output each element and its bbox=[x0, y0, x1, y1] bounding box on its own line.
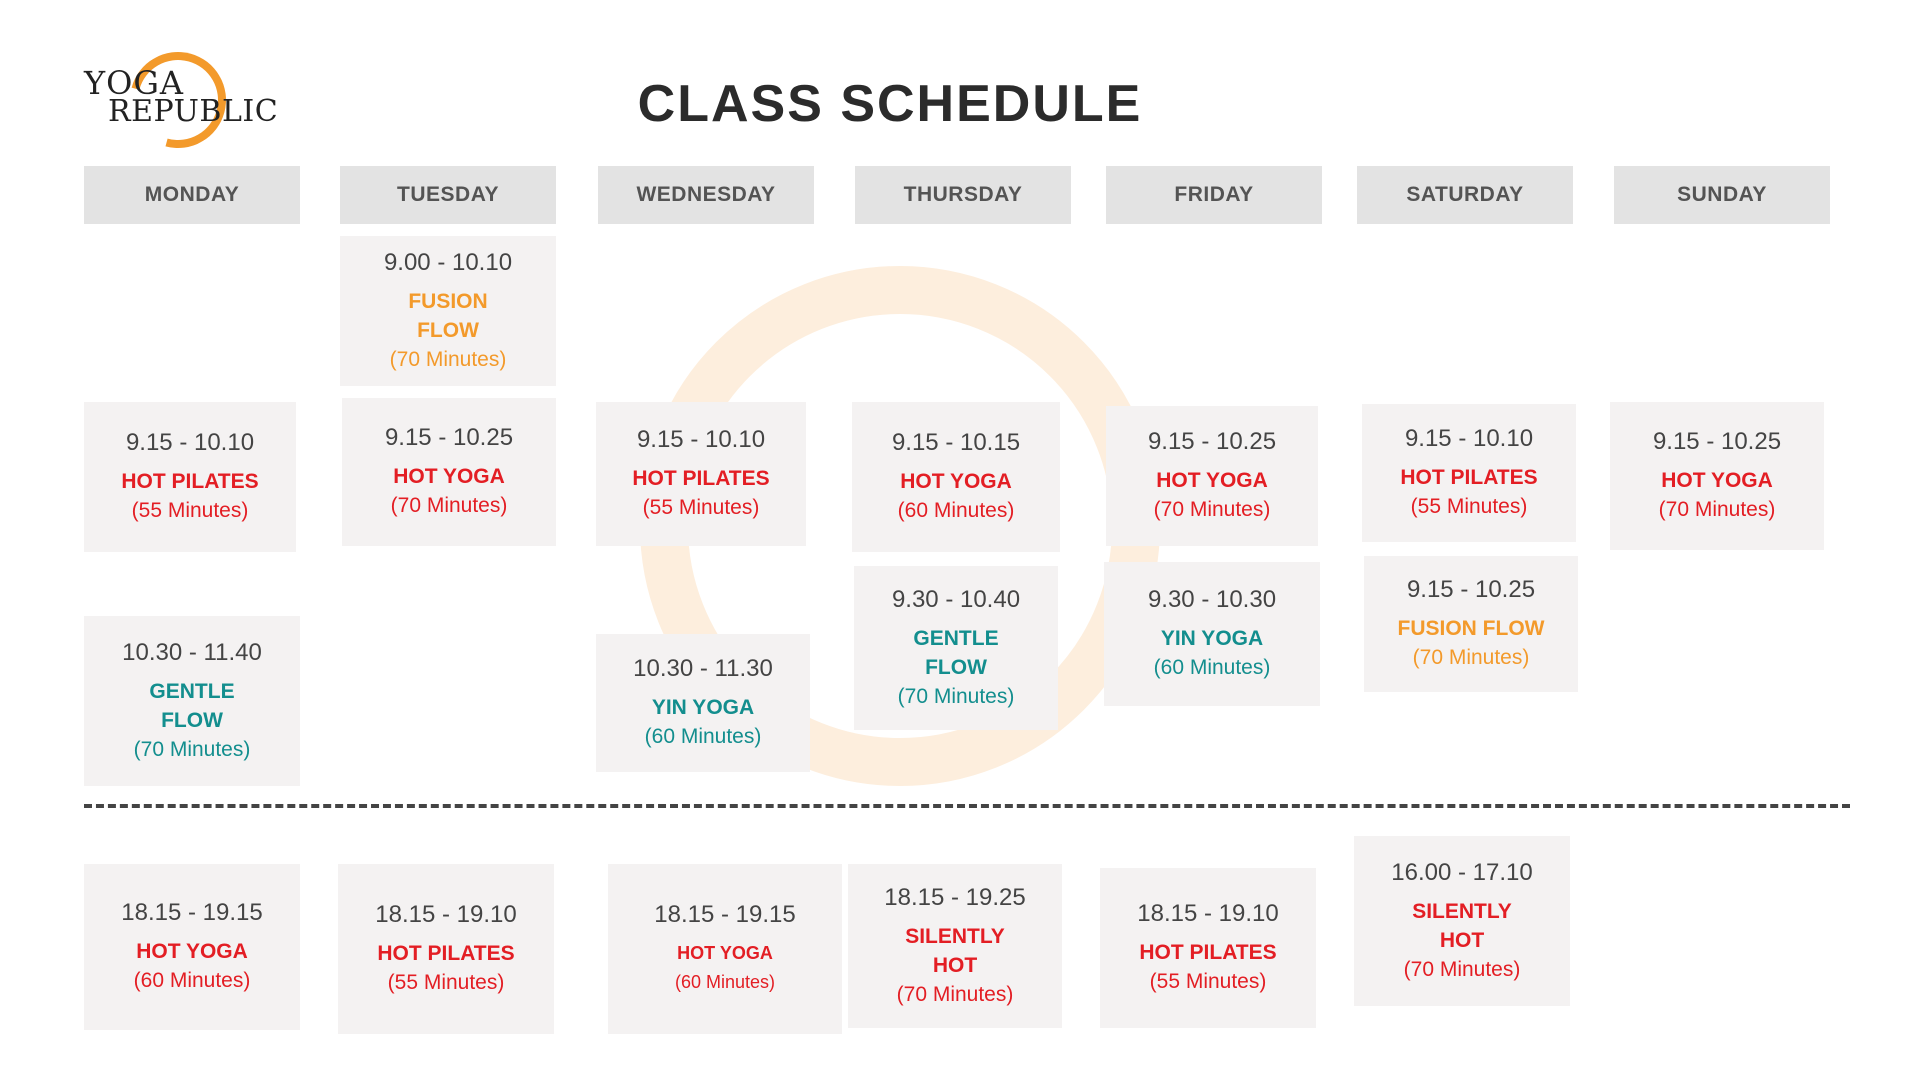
class-name: HOT YOGA bbox=[1661, 469, 1773, 492]
class-name: HOT PILATES bbox=[1139, 941, 1277, 964]
section-divider bbox=[84, 804, 1850, 808]
class-card bbox=[342, 398, 556, 546]
class-name: HOT PILATES bbox=[121, 470, 259, 493]
class-card bbox=[338, 864, 554, 1034]
class-time: 9.15 - 10.25 bbox=[1652, 428, 1782, 455]
class-name: YIN YOGA bbox=[1160, 627, 1264, 650]
class-time: 9.15 - 10.15 bbox=[891, 429, 1021, 456]
class-duration: (60 Minutes) bbox=[1153, 656, 1271, 679]
class-duration: (55 Minutes) bbox=[1149, 970, 1267, 993]
class-name: HOT PILATES bbox=[632, 467, 770, 490]
class-card bbox=[84, 616, 300, 786]
class-duration: (60 Minutes) bbox=[644, 725, 762, 748]
class-name: YIN YOGA bbox=[651, 696, 755, 719]
class-name: HOT YOGA bbox=[900, 470, 1012, 493]
class-time: 9.15 - 10.25 bbox=[1147, 428, 1277, 455]
class-time: 9.15 - 10.25 bbox=[384, 424, 514, 451]
class-card bbox=[84, 864, 300, 1030]
class-card bbox=[1610, 402, 1824, 550]
day-header-tuesday: TUESDAY bbox=[340, 166, 556, 224]
class-time: 10.30 - 11.30 bbox=[633, 655, 773, 682]
class-card bbox=[1100, 868, 1316, 1028]
class-duration: (70 Minutes) bbox=[1403, 957, 1521, 981]
class-duration: (60 Minutes) bbox=[674, 972, 776, 992]
class-card bbox=[596, 634, 810, 772]
class-duration: (70 Minutes) bbox=[897, 684, 1015, 708]
class-card bbox=[854, 566, 1058, 730]
class-duration: (55 Minutes) bbox=[387, 971, 505, 994]
class-duration: (70 Minutes) bbox=[1153, 498, 1271, 521]
class-name: HOT PILATES bbox=[1400, 466, 1538, 489]
class-time: 16.00 - 17.10 bbox=[1391, 858, 1533, 886]
logo-text-line1: YOGA bbox=[84, 64, 185, 102]
page-title: CLASS SCHEDULE bbox=[637, 75, 1143, 133]
class-time: 18.15 - 19.25 bbox=[884, 883, 1026, 911]
class-duration: (55 Minutes) bbox=[642, 496, 760, 519]
class-card bbox=[1106, 406, 1318, 546]
class-card bbox=[1354, 836, 1570, 1006]
class-name: SILENTLY HOT bbox=[1412, 899, 1512, 952]
class-time: 18.15 - 19.15 bbox=[121, 899, 263, 926]
class-time: 9.15 - 10.25 bbox=[1406, 576, 1536, 603]
class-name: HOT YOGA bbox=[677, 943, 773, 963]
class-time: 18.15 - 19.15 bbox=[654, 901, 796, 928]
class-card bbox=[340, 236, 556, 386]
class-name: GENTLE FLOW bbox=[913, 626, 999, 679]
day-header-saturday: SATURDAY bbox=[1357, 166, 1573, 224]
class-name: HOT YOGA bbox=[393, 465, 505, 488]
day-header-wednesday: WEDNESDAY bbox=[598, 166, 814, 224]
logo-text-line2: REPUBLIC bbox=[108, 94, 279, 129]
class-name: HOT YOGA bbox=[1156, 469, 1268, 492]
class-duration: (70 Minutes) bbox=[1658, 498, 1776, 521]
class-name: HOT PILATES bbox=[377, 942, 515, 965]
class-time: 9.30 - 10.40 bbox=[891, 585, 1021, 613]
class-time: 18.15 - 19.10 bbox=[375, 901, 517, 928]
class-duration: (60 Minutes) bbox=[897, 499, 1015, 522]
class-card bbox=[852, 402, 1060, 552]
class-card bbox=[1104, 562, 1320, 706]
class-name: FUSION FLOW bbox=[408, 289, 488, 342]
class-name: GENTLE FLOW bbox=[149, 679, 235, 732]
class-time: 10.30 - 11.40 bbox=[122, 638, 262, 666]
class-card bbox=[1362, 404, 1576, 542]
class-time: 9.30 - 10.30 bbox=[1147, 586, 1277, 613]
class-duration: (70 Minutes) bbox=[896, 982, 1014, 1006]
class-duration: (60 Minutes) bbox=[133, 969, 251, 992]
class-card bbox=[608, 864, 842, 1034]
day-header-friday: FRIDAY bbox=[1106, 166, 1322, 224]
class-duration: (55 Minutes) bbox=[1410, 495, 1528, 518]
class-time: 9.15 - 10.10 bbox=[636, 426, 766, 453]
class-duration: (70 Minutes) bbox=[390, 494, 508, 517]
class-duration: (70 Minutes) bbox=[133, 737, 251, 761]
class-card bbox=[84, 402, 296, 552]
class-duration: (70 Minutes) bbox=[1412, 646, 1530, 669]
day-header-sunday: SUNDAY bbox=[1614, 166, 1830, 224]
class-time: 9.15 - 10.10 bbox=[1404, 425, 1534, 452]
day-header-thursday: THURSDAY bbox=[855, 166, 1071, 224]
class-card bbox=[596, 402, 806, 546]
class-time: 9.15 - 10.10 bbox=[125, 429, 255, 456]
class-time: 9.00 - 10.10 bbox=[383, 248, 513, 276]
yoga-republic-logo bbox=[80, 48, 280, 152]
day-header-monday: MONDAY bbox=[84, 166, 300, 224]
class-name: SILENTLY HOT bbox=[905, 924, 1005, 977]
class-card bbox=[1364, 556, 1578, 692]
class-card bbox=[848, 864, 1062, 1028]
class-duration: (55 Minutes) bbox=[131, 499, 249, 522]
class-name: FUSION FLOW bbox=[1397, 617, 1545, 640]
class-duration: (70 Minutes) bbox=[389, 347, 507, 371]
class-name: HOT YOGA bbox=[136, 940, 248, 963]
class-time: 18.15 - 19.10 bbox=[1137, 900, 1279, 927]
